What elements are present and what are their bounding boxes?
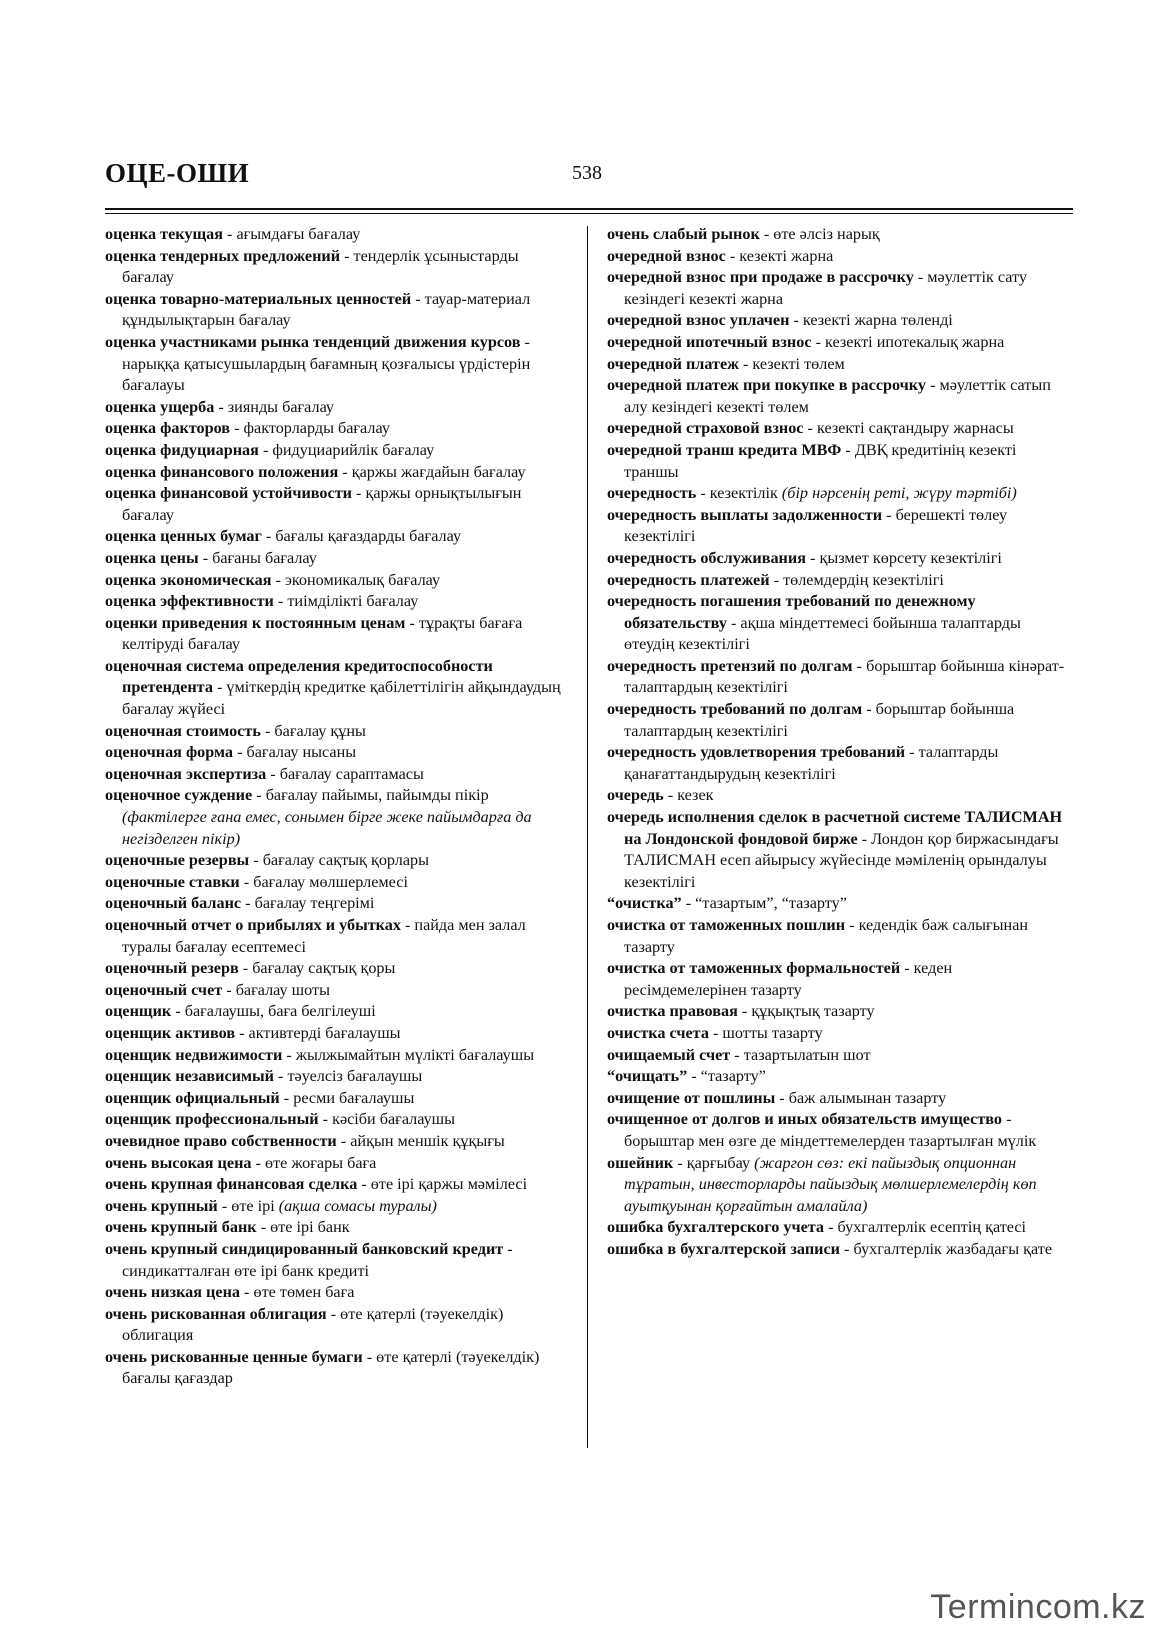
entry-term: оценщик профессиональный	[105, 1110, 319, 1129]
entry-definition: қарғыбау	[686, 1153, 751, 1172]
dictionary-entry: оценка цены - бағаны бағалау	[105, 548, 317, 567]
entry-term: оценочный счет	[105, 980, 223, 999]
entry-term: очевидное право собственности	[105, 1131, 337, 1150]
entry-term: очередность	[607, 484, 697, 503]
entry-term: “очищать”	[607, 1067, 688, 1086]
entry-term: очистка правовая	[607, 1002, 738, 1021]
entry-definition: құқықтық тазарту	[751, 1002, 875, 1021]
entry-term: оценщик независимый	[105, 1067, 274, 1086]
entry-definition: мәулеттік сатып алу кезіндегі кезекті төлем	[624, 376, 1051, 416]
entry-definition: ДВҚ кредитінің кезекті траншы	[624, 440, 1017, 481]
entry-definition: берешекті төлеу кезектілігі	[624, 505, 1008, 546]
dictionary-entry: очищенное от долгов и иных обязательств имущество - борыштар мен өзге де міндеттемелерден тазартылған мүлік	[607, 1110, 1037, 1150]
dictionary-entry: оценка эффективности - тиімділікті бағалау	[105, 592, 419, 611]
entry-definition: тәуелсіз бағалаушы	[287, 1067, 423, 1086]
entry-term: очищенное от долгов и иных обязательств имущество	[607, 1110, 1003, 1129]
entry-definition: нарыққа қатысушылардың бағамның қозғалысы үрдістерін бағалауы	[122, 354, 531, 395]
dictionary-entry: очередной транш кредита МВФ - ДВҚ кредитінің кезекті траншы	[607, 440, 1017, 481]
entry-definition: бағалау пайымы, пайымды пікір	[265, 786, 489, 805]
entry-term: очень крупная финансовая сделка	[105, 1175, 358, 1194]
entry-definition: тендерлік ұсыныстарды бағалау	[122, 246, 519, 287]
entry-term: очередь исполнения сделок в расчетной системе ТАЛИСМАН на Лондонской фондовой бирже	[607, 808, 1063, 848]
dictionary-entry: оценщик активов - активтерді бағалаушы	[105, 1023, 401, 1042]
entry-definition: бухгалтерлік есептің қатесі	[837, 1218, 1027, 1237]
dictionary-entry: очень высокая цена - өте жоғары баға	[105, 1153, 377, 1172]
entry-term: оценки приведения к постоянным ценам	[105, 613, 406, 632]
dictionary-entry: очищаемый счет - тазартылатын шот	[607, 1045, 871, 1064]
entry-definition: бағалау сараптамасы	[279, 764, 424, 783]
entry-definition: кезекті жарна	[739, 246, 834, 265]
entry-term: оценочные резервы	[105, 851, 250, 870]
entry-definition: кәсіби бағалаушы	[332, 1110, 456, 1129]
dictionary-entry: очередность - кезектілік (бір нәрсенің реті, жүру тәртібі)	[607, 484, 1017, 503]
entry-definition: ақша міндеттемесі бойынша талаптарды өтеудің кезектілігі	[624, 613, 1021, 654]
entry-definition: өте әлсіз нарық	[773, 225, 880, 243]
entry-definition: синдикатталған өте ірі банк кредиті	[122, 1261, 370, 1280]
dictionary-entry: оценочные резервы - бағалау сақтық қорлары	[105, 851, 430, 870]
dictionary-entry: оценочная система определения кредитоспособности претендента - үміткердің кредитке қабілеттілігін айқындаудың бағалау жүйесі	[105, 656, 561, 719]
entry-term: очередность погашения требований по денежному обязательству	[607, 592, 976, 632]
dictionary-entry: очередь исполнения сделок в расчетной системе ТАЛИСМАН на Лондонской фондовой бирже - Лондон қор биржасындағы ТАЛИСМАН есеп айырысу жүйесінде мәміленің орындалуы кезектілігі	[607, 808, 1063, 891]
dictionary-entry: очередной взнос - кезекті жарна	[607, 246, 834, 265]
dictionary-entry: оценка финансового положения - қаржы жағдайын бағалау	[105, 462, 526, 481]
entry-term: очистка от таможенных пошлин	[607, 916, 846, 934]
entry-definition: ресми бағалаушы	[293, 1088, 415, 1107]
entry-definition: кезектілік	[709, 484, 778, 503]
dictionary-entry: очищение от пошлины - баж алымынан тазарту	[607, 1088, 947, 1107]
entry-definition: бағалау нысаны	[246, 743, 357, 762]
entry-term: очень рискованные ценные бумаги	[105, 1347, 363, 1366]
entry-term: оценочный резерв	[105, 959, 239, 978]
entry-definition: бухгалтерлік жазбадағы қате	[853, 1239, 1053, 1258]
entry-definition: өте төмен баға	[253, 1283, 355, 1302]
entry-term: оценщик	[105, 1002, 172, 1021]
entry-term: очищение от пошлины	[607, 1088, 776, 1107]
entry-term: очередность платежей	[607, 570, 770, 589]
entry-definition: экономикалық бағалау	[284, 570, 441, 589]
entry-term: оценочная экспертиза	[105, 764, 267, 783]
entry-definition: тиімділікті бағалау	[287, 592, 419, 611]
dictionary-entry: оценочный резерв - бағалау сақтық қоры	[105, 959, 396, 978]
entry-term: очень крупный	[105, 1196, 218, 1215]
dictionary-entry: очень слабый рынок - өте әлсіз нарық	[607, 225, 880, 243]
dictionary-entry: ошибка в бухгалтерской записи - бухгалтерлік жазбадағы қате	[607, 1239, 1053, 1258]
entry-definition: кезек	[677, 786, 714, 805]
entry-definition: борыштар бойынша талаптардың кезектілігі	[624, 700, 1015, 740]
dictionary-entry: очистка правовая - құқықтық тазарту	[607, 1002, 875, 1021]
entry-definition: бағалау мөлшерлемесі	[253, 872, 408, 891]
dictionary-entry: очередность претензий по долгам - борыштар бойынша кінәрат-талаптардың кезектілігі	[607, 656, 1065, 697]
entry-definition: мәулеттік сату кезіндегі кезекті жарна	[624, 268, 1028, 308]
entry-term: оценка финансового положения	[105, 462, 339, 481]
entry-term: очередной страховой взнос	[607, 419, 804, 438]
entry-term: оценка финансовой устойчивости	[105, 484, 352, 503]
entry-term: оценочная система определения кредитоспособности претендента	[105, 656, 493, 697]
dictionary-entry: “очищать” - “тазарту”	[607, 1067, 766, 1086]
entry-definition: өте ірі банк	[270, 1218, 350, 1237]
dictionary-entry: очистка счета - шотты тазарту	[607, 1023, 823, 1042]
entry-term: очередной взнос	[607, 246, 726, 265]
entry-definition: бағалау сақтық қоры	[252, 959, 396, 978]
entry-definition: баж алымынан тазарту	[788, 1088, 947, 1107]
dictionary-entry: очередь - кезек	[607, 786, 714, 805]
entry-term: ошейник	[607, 1153, 674, 1172]
entry-definition: активтерді бағалаушы	[248, 1023, 401, 1042]
dictionary-entry: очередной платеж при покупке в рассрочку - мәулеттік сатып алу кезіндегі кезекті төлем	[607, 376, 1051, 416]
dictionary-entry: оценка текущая - ағымдағы бағалау	[105, 225, 361, 243]
entry-definition: борыштар мен өзге де міндеттемелерден тазартылған мүлік	[624, 1131, 1037, 1150]
entry-term: оценка тендерных предложений	[105, 246, 341, 265]
dictionary-entry: оценка участниками рынка тенденций движения курсов - нарыққа қатысушылардың бағамның қозғалысы үрдістерін бағалауы	[105, 332, 531, 395]
entry-term: очередной платеж	[607, 354, 739, 373]
entry-definition: ағымдағы бағалау	[236, 225, 361, 243]
dictionary-entry: оценщик профессиональный - кәсіби бағалаушы	[105, 1110, 456, 1129]
dictionary-entry: очередность удовлетворения требований - талаптарды қанағаттандырудың кезектілігі	[607, 743, 999, 783]
entry-note: (фактілерге ғана емес, сонымен бірге жеке пайымдарға да негізделген пікір)	[122, 808, 532, 848]
dictionary-entry: оценка факторов - факторларды бағалау	[105, 419, 390, 438]
entry-definition: Лондон қор биржасындағы ТАЛИСМАН есеп айырысу жүйесінде мәміленің орындалуы кезектілігі	[624, 829, 1059, 891]
entry-definition: зиянды бағалау	[227, 397, 335, 416]
entry-definition: қаржы орнықтылығын бағалау	[122, 484, 522, 524]
dictionary-entry: оценочный отчет о прибылях и убытках - пайда мен залал туралы бағалау есептемесі	[105, 916, 526, 956]
dictionary-entry: оценочный счет - бағалау шоты	[105, 980, 330, 999]
dictionary-entry: “очистка” - “тазартым”, “тазарту”	[607, 894, 847, 913]
entry-term: очередность обслуживания	[607, 548, 806, 567]
entry-definition: өте қатерлі (тәуекелдік) облигация	[122, 1304, 504, 1345]
dictionary-entry: оценщик недвижимости - жылжымайтын мүлікті бағалаушы	[105, 1045, 535, 1064]
entry-definition: пайда мен залал туралы бағалау есептемесі	[122, 916, 526, 956]
entry-term: ошибка в бухгалтерской записи	[607, 1239, 840, 1258]
dictionary-entry: очередной ипотечный взнос - кезекті ипотекалық жарна	[607, 332, 1005, 351]
page-number: 538	[572, 162, 602, 184]
entry-definition: бағалау теңгерімі	[254, 894, 375, 913]
dictionary-entry: оценки приведения к постоянным ценам - тұрақты бағаға келтіруді бағалау	[105, 613, 523, 654]
dictionary-entry: оценка тендерных предложений - тендерлік ұсыныстарды бағалау	[105, 246, 519, 287]
entry-term: оценка товарно-материальных ценностей	[105, 289, 412, 308]
dictionary-entry: очистка от таможенных формальностей - кеден ресімдемелерінен тазарту	[607, 959, 953, 999]
entry-term: оценка цены	[105, 548, 199, 567]
left-column	[105, 224, 571, 1390]
entry-definition: фидуциарийлік бағалау	[272, 440, 435, 459]
entry-term: оценочный отчет о прибылях и убытках	[105, 916, 401, 934]
dictionary-entry: очень крупный банк - өте ірі банк	[105, 1218, 350, 1237]
entry-term: оценочное суждение	[105, 786, 253, 805]
entry-term: очередной взнос уплачен	[607, 311, 790, 330]
entry-definition: тауар-материал құндылықтарын бағалау	[122, 289, 531, 330]
entry-term: оценка экономическая	[105, 570, 272, 589]
dictionary-entry: очередность платежей - төлемдердің кезектілігі	[607, 570, 944, 589]
entry-term: очередь	[607, 786, 664, 805]
dictionary-entry: очень крупный синдицированный банковский кредит - синдикатталған өте ірі банк кредиті	[105, 1239, 513, 1280]
entry-definition: тазартылатын шот	[743, 1045, 871, 1064]
entry-term: очистка от таможенных формальностей	[607, 959, 901, 978]
entry-term: очередной взнос при продаже в рассрочку	[607, 268, 914, 287]
entry-definition: талаптарды қанағаттандырудың кезектілігі	[624, 743, 999, 783]
header-rule-thin	[105, 213, 1073, 214]
column-divider	[587, 226, 588, 1448]
entry-term: оценщик недвижимости	[105, 1045, 283, 1064]
entry-definition: төлемдердің кезектілігі	[783, 570, 944, 589]
entry-definition: өте қатерлі (тәуекелдік) бағалы қағаздар	[122, 1347, 540, 1388]
dictionary-entry: оценщик независимый - тәуелсіз бағалаушы	[105, 1067, 423, 1086]
entry-term: оценка ценных бумаг	[105, 527, 262, 546]
entry-definition: айқын меншік құқығы	[350, 1131, 505, 1150]
dictionary-entry: очередность выплаты задолженности - берешекті төлеу кезектілігі	[607, 505, 1008, 546]
right-column	[607, 224, 1073, 1261]
entry-term: оценка фидуциарная	[105, 440, 259, 459]
dictionary-entry: оценочный баланс - бағалау теңгерімі	[105, 894, 375, 913]
dictionary-entry: ошейник - қарғыбау (жаргон сөз: екі пайыздық опционнан тұратын, инвесторларды пайыздық мөлшерлемелердің көп ауытқуынан қорғайтын амалайла)	[607, 1153, 1037, 1215]
dictionary-entry: оценка экономическая - экономикалық бағалау	[105, 570, 441, 589]
entry-definition: өте ірі	[231, 1196, 275, 1215]
entry-term: очередность требований по долгам	[607, 700, 863, 719]
entry-term: очень крупный банк	[105, 1218, 257, 1237]
entry-definition: “тазарту”	[700, 1067, 766, 1086]
entry-definition: кезекті ипотекалық жарна	[825, 332, 1005, 351]
dictionary-entry: оценочное суждение - бағалау пайымы, пайымды пікір (фактілерге ғана емес, сонымен бірге жеке пайымдарға да негізделген пікір)	[105, 786, 532, 848]
dictionary-entry: очень крупная финансовая сделка - өте ірі қаржы мәмілесі	[105, 1175, 528, 1194]
dictionary-entry: оценочная форма - бағалау нысаны	[105, 743, 357, 762]
entry-term: оценочные ставки	[105, 872, 240, 891]
dictionary-entry: ошибка бухгалтерского учета - бухгалтерлік есептің қатесі	[607, 1218, 1027, 1237]
entry-definition: факторларды бағалау	[243, 419, 390, 438]
entry-term: очищаемый счет	[607, 1045, 731, 1064]
site-watermark: Termincom.kz	[930, 1588, 1146, 1626]
dictionary-entry: оценка фидуциарная - фидуциарийлік бағалау	[105, 440, 435, 459]
dictionary-entry: оценка ценных бумаг - бағалы қағаздарды бағалау	[105, 527, 462, 546]
dictionary-entry: очень рискованные ценные бумаги - өте қатерлі (тәуекелдік) бағалы қағаздар	[105, 1347, 540, 1388]
dictionary-entry: очень рискованная облигация - өте қатерлі (тәуекелдік) облигация	[105, 1304, 504, 1345]
entry-definition: қызмет көрсету кезектілігі	[819, 548, 1002, 567]
entry-term: оценочный баланс	[105, 894, 242, 913]
dictionary-entry: очередной взнос уплачен - кезекті жарна төленді	[607, 311, 953, 330]
entry-term: очистка счета	[607, 1023, 709, 1042]
entry-definition: бағалы қағаздарды бағалау	[275, 527, 462, 546]
entry-definition: шотты тазарту	[722, 1023, 823, 1042]
dictionary-entry: очередность требований по долгам - борыштар бойынша талаптардың кезектілігі	[607, 700, 1015, 740]
dictionary-entry: очередность погашения требований по денежному обязательству - ақша міндеттемесі бойынша талаптарды өтеудің кезектілігі	[607, 592, 1021, 654]
entry-definition: бағалаушы, баға белгілеуші	[184, 1002, 376, 1021]
dictionary-entry: очень низкая цена - өте төмен баға	[105, 1283, 355, 1302]
dictionary-entry: очень крупный - өте ірі (ақша сомасы туралы)	[105, 1196, 437, 1215]
page-header-title: ОЦЕ-ОШИ	[105, 158, 250, 188]
entry-term: очередной платеж при покупке в рассрочку	[607, 376, 926, 395]
entry-term: “очистка”	[607, 894, 682, 913]
entry-definition: борыштар бойынша кінәрат-талаптардың кезектілігі	[624, 656, 1065, 697]
entry-term: оценщик официальный	[105, 1088, 280, 1107]
entry-term: ошибка бухгалтерского учета	[607, 1218, 825, 1237]
dictionary-entry: оценочная стоимость - бағалау құны	[105, 721, 366, 740]
entry-term: очередной транш кредита МВФ	[607, 440, 842, 459]
entry-term: оценка факторов	[105, 419, 231, 438]
dictionary-entry: очередной страховой взнос - кезекті сақтандыру жарнасы	[607, 419, 1014, 438]
entry-term: очередность выплаты задолженности	[607, 505, 883, 524]
entry-definition: кезекті сақтандыру жарнасы	[816, 419, 1014, 438]
entry-term: очень слабый рынок	[607, 225, 760, 243]
dictionary-entry: оценка товарно-материальных ценностей - тауар-материал құндылықтарын бағалау	[105, 289, 531, 330]
entry-definition: “тазартым”, “тазарту”	[695, 894, 847, 913]
entry-definition: кезекті жарна төленді	[802, 311, 953, 330]
entry-note: (ақша сомасы туралы)	[278, 1196, 437, 1215]
entry-definition: кедендік баж салығынан тазарту	[624, 916, 1029, 956]
dictionary-entry: оценщик официальный - ресми бағалаушы	[105, 1088, 415, 1107]
entry-definition: бағаны бағалау	[212, 548, 317, 567]
entry-definition: тұрақты бағаға келтіруді бағалау	[122, 613, 523, 654]
dictionary-entry: оценка финансовой устойчивости - қаржы орнықтылығын бағалау	[105, 484, 522, 524]
entry-definition: жылжымайтын мүлікті бағалаушы	[295, 1045, 535, 1064]
entry-term: очень низкая цена	[105, 1283, 240, 1302]
dictionary-entry: оценочные ставки - бағалау мөлшерлемесі	[105, 872, 408, 891]
dictionary-entry: очередной платеж - кезекті төлем	[607, 354, 845, 373]
entry-term: очередность удовлетворения требований	[607, 743, 906, 762]
dictionary-entry: очередной взнос при продаже в рассрочку - мәулеттік сату кезіндегі кезекті жарна	[607, 268, 1028, 308]
entry-term: оценка эффективности	[105, 592, 274, 611]
entry-note: (жаргон сөз: екі пайыздық опционнан тұратын, инвесторларды пайыздық мөлшерлемелердің көп ауытқуынан қорғайтын амалайла)	[624, 1153, 1037, 1215]
entry-term: очень крупный синдицированный банковский кредит	[105, 1239, 504, 1258]
entry-term: оценщик активов	[105, 1023, 236, 1042]
entry-term: оценка текущая	[105, 225, 223, 243]
entry-definition: бағалау шоты	[235, 980, 330, 999]
entry-term: оценочная форма	[105, 743, 234, 762]
entry-term: очень высокая цена	[105, 1153, 252, 1172]
entry-definition: өте жоғары баға	[264, 1153, 377, 1172]
entry-term: оценочная стоимость	[105, 721, 261, 740]
entry-term: очень рискованная облигация	[105, 1304, 327, 1323]
entry-note: (бір нәрсенің реті, жүру тәртібі)	[781, 484, 1017, 503]
dictionary-entry: очередность обслуживания - қызмет көрсету кезектілігі	[607, 548, 1002, 567]
dictionary-entry: оценочная экспертиза - бағалау сараптамасы	[105, 764, 424, 783]
entry-term: очередность претензий по долгам	[607, 656, 853, 675]
entry-definition: кеден ресімдемелерінен тазарту	[624, 959, 953, 999]
dictionary-entry: оценщик - бағалаушы, баға белгілеуші	[105, 1002, 376, 1021]
entry-definition: бағалау сақтық қорлары	[262, 851, 430, 870]
entry-term: очередной ипотечный взнос	[607, 332, 812, 351]
dictionary-entry: очистка от таможенных пошлин - кедендік баж салығынан тазарту	[607, 916, 1029, 956]
entry-definition: кезекті төлем	[752, 354, 845, 373]
dictionary-entry: оценка ущерба - зиянды бағалау	[105, 397, 335, 416]
header-rule-thick	[105, 208, 1073, 210]
entry-definition: бағалау құны	[274, 721, 366, 740]
entry-definition: үміткердің кредитке қабілеттілігін айқындаудың бағалау жүйесі	[122, 678, 561, 719]
dictionary-entry: очевидное право собственности - айқын меншік құқығы	[105, 1131, 505, 1150]
entry-definition: қаржы жағдайын бағалау	[351, 462, 526, 481]
entry-term: оценка ущерба	[105, 397, 215, 416]
entry-term: оценка участниками рынка тенденций движения курсов	[105, 332, 521, 351]
entry-definition: өте ірі қаржы мәмілесі	[370, 1175, 528, 1194]
